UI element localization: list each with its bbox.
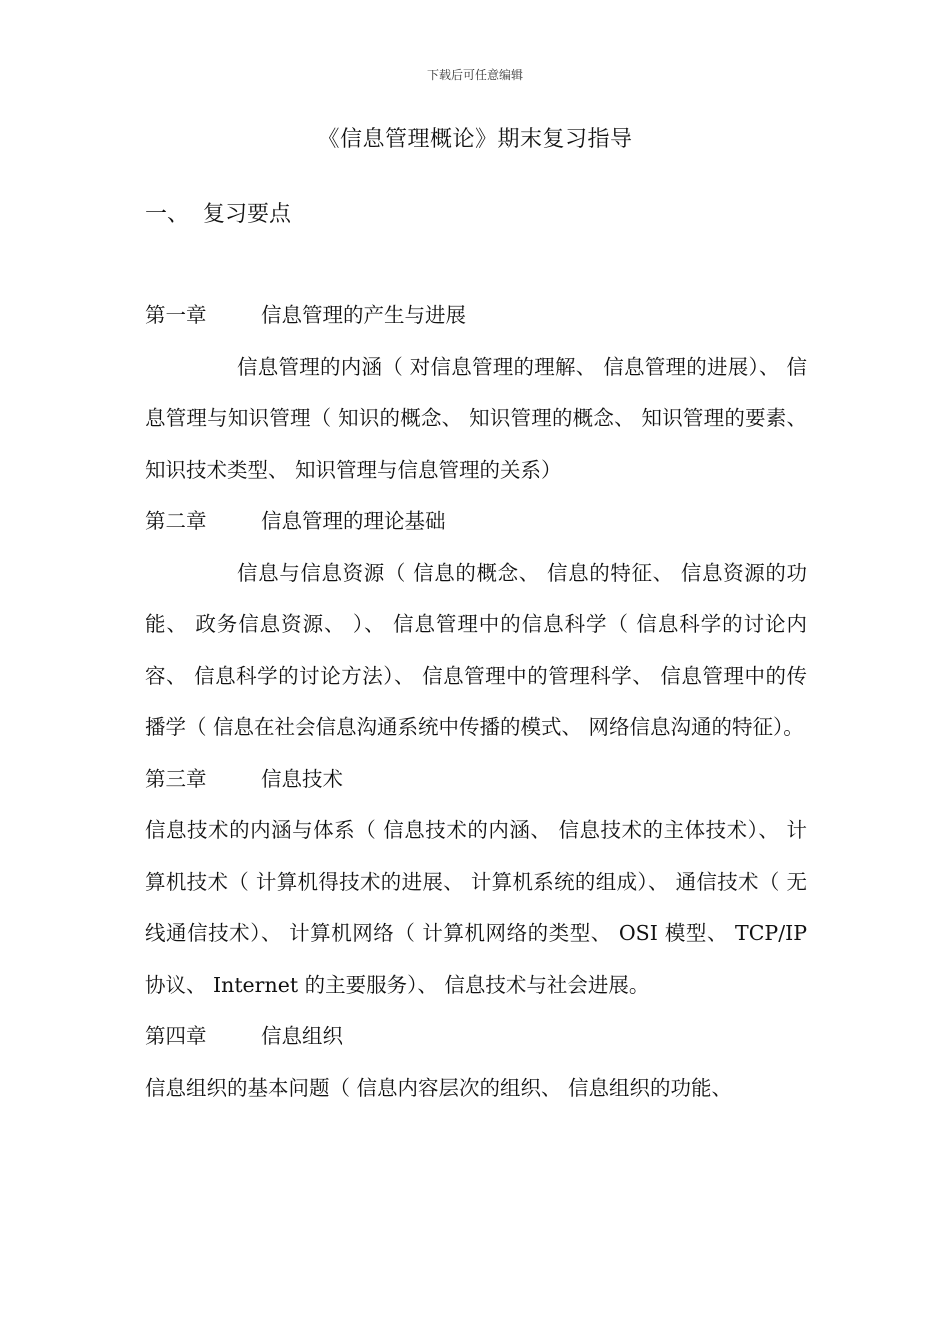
- chapter-number: 第一章: [145, 303, 207, 327]
- chapter-heading: [145, 496, 807, 548]
- section-heading: [145, 197, 291, 228]
- chapter-heading: [145, 754, 807, 806]
- chapter-paragraph: 信息技术的内涵与体系（ 信息技术的内涵、 信息技术的主体技术）、 计算机技术（ 计算机得技术的进展、 计算机系统的组成）、 通信技术（ 无线通信技术）、 计算机网络（ 计算机网络的类型、 OSI 模型、 TCP/IP 协议、 Internet 的主要服务）、 信息技术与社会进展。: [145, 818, 807, 997]
- document-body: [145, 290, 807, 1114]
- chapter-heading: [145, 1011, 807, 1063]
- chapter-heading: [145, 290, 807, 342]
- page-header: 下载后可任意编辑: [426, 68, 523, 82]
- document-title: 《信息管理概论》期末复习指导: [317, 127, 633, 152]
- chapter-paragraph: 信息与信息资源（ 信息的概念、 信息的特征、 信息资源的功能、 政务信息资源、 ）、 信息管理中的信息科学（ 信息科学的讨论内容、 信息科学的讨论方法）、 信息管理中的管理科学、 信息管理中的传播学（ 信息在社会信息沟通系统中传播的模式、 网络信息沟通的特征）。: [145, 560, 807, 739]
- chapter-title: 信息技术: [261, 766, 343, 791]
- chapter-paragraph: 信息组织的基本问题（ 信息内容层次的组织、 信息组织的功能、: [145, 1075, 733, 1100]
- chapter-paragraph: 信息管理的内涵（ 对信息管理的理解、 信息管理的进展）、 信息管理与知识管理（ 知识的概念、 知识管理的概念、 知识管理的要素、 知识技术类型、 知识管理与信息管理的关系）: [145, 354, 807, 482]
- section-label: 复习要点: [203, 202, 292, 227]
- chapter-title: 信息组织: [261, 1024, 343, 1048]
- section-number: 一、: [145, 202, 190, 227]
- chapter-number: 第三章: [145, 766, 207, 791]
- chapter-number: 第二章: [145, 509, 207, 533]
- chapter-title: 信息管理的产生与进展: [261, 303, 466, 327]
- chapter-title: 信息管理的理论基础: [261, 509, 446, 533]
- chapter-number: 第四章: [145, 1024, 207, 1048]
